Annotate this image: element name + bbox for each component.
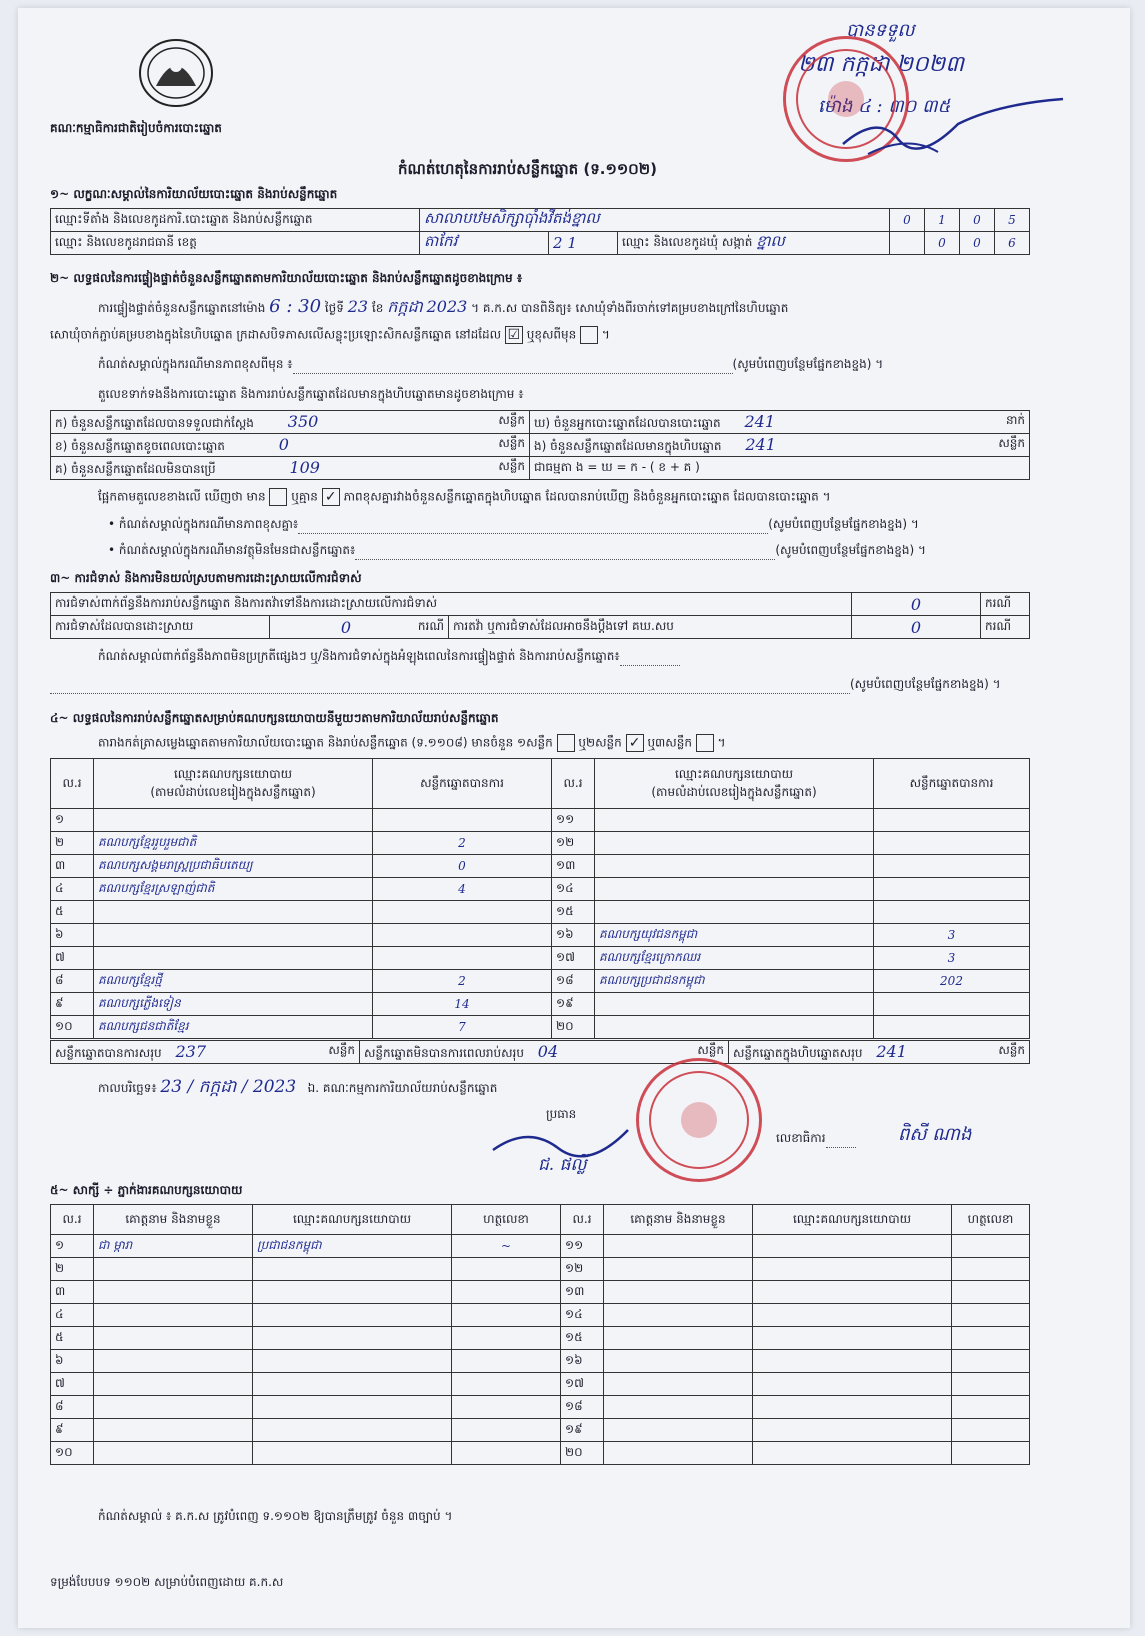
- appeal-label: ការតវ៉ា ឬការជំទាស់ដែលអាចនឹងប្តឹងទៅ គឃ.សប: [449, 616, 852, 639]
- resolved-label: ការជំទាស់ដែលបានដោះស្រាយ: [51, 616, 270, 639]
- row-number: ១៨: [561, 1396, 604, 1419]
- witness-signature: [452, 1327, 561, 1350]
- row-number: ៣: [51, 1281, 94, 1304]
- location-code-digit: 0: [890, 209, 925, 232]
- row-number: ១៥: [552, 901, 595, 924]
- col-name: គោត្តនាម និងនាមខ្លួន: [604, 1205, 753, 1235]
- witness-party: [753, 1258, 952, 1281]
- witness-name: [94, 1350, 253, 1373]
- appeal-value: 0: [852, 616, 981, 639]
- irregularity-note: កំណត់សម្គាល់ពាក់ព័ន្ធនឹងភាពមិនប្រក្រតីផ្សេងៗ ឬ/និងការជំទាស់ក្នុងអំឡុងពេលនៃការផ្ទៀងផ្ទាត់ និងការរាប់សន្លឹកឆ្នោត៖: [98, 648, 680, 666]
- witness-name: [94, 1281, 253, 1304]
- row-number: ១៦: [552, 924, 595, 947]
- irregularity-fill: (សូមបំពេញបន្ថែមផ្នែកខាងខ្នង) ។: [50, 676, 1001, 694]
- party-name: [94, 901, 373, 924]
- vote-count: 3: [874, 924, 1030, 947]
- witness-name: [604, 1327, 753, 1350]
- province-value: តាកែវ: [420, 232, 549, 255]
- party-name: [595, 809, 874, 832]
- witness-name: [94, 1419, 253, 1442]
- box-ballots-row: ង) ចំនួនសន្លឹកឆ្នោតដែលមានក្នុងហិបឆ្នោត 241 សន្លឹក: [530, 434, 1030, 457]
- form-sheet: [18, 8, 1130, 1628]
- chair-name: ជ. ផល្លី: [538, 1155, 587, 1175]
- row-number: ៨: [51, 1396, 94, 1419]
- table-row: [51, 970, 1030, 993]
- total-box-cell: សន្លឹកឆ្នោតក្នុងហិបឆ្នោតសរុប 241 សន្លឹក: [729, 1041, 1030, 1064]
- party-name: [94, 809, 373, 832]
- section-3-heading: ៣~ ការជំទាស់ និងការមិនយល់ស្របតាមការដោះស្រាយលើការជំទាស់: [50, 571, 362, 585]
- location-code-digit: 5: [995, 209, 1030, 232]
- witness-party: [753, 1281, 952, 1304]
- row-number: ៧: [51, 1373, 94, 1396]
- total-invalid-cell: សន្លឹកឆ្នោតមិនបានការពេលរាប់សរុប 04 សន្លឹក: [360, 1041, 729, 1064]
- row-number: ១៦: [561, 1350, 604, 1373]
- vote-count: 2: [373, 832, 552, 855]
- witness-signature: [952, 1304, 1030, 1327]
- row-number: ៤: [51, 1304, 94, 1327]
- verify-line-1: ការផ្ទៀងផ្ទាត់ចំនួនសន្លឹកឆ្នោតនៅម៉ោង 6 : 30 ថ្ងៃទី 23 ខែ កក្កដា 2023 ។ គ.ក.ស បានពិនិត្យ៖ សោឃុំទាំងពីរចាក់ទៅគម្របខាងក្រៅនៃហិបឆ្នោត: [98, 296, 789, 317]
- witness-name: [604, 1235, 753, 1258]
- party-name: [595, 901, 874, 924]
- secretary-label: លេខាធិការ: [776, 1130, 856, 1148]
- row-number: ២០: [561, 1442, 604, 1465]
- witness-name: [604, 1373, 753, 1396]
- witness-party: [253, 1396, 452, 1419]
- witness-party: [253, 1373, 452, 1396]
- vote-count: 202: [874, 970, 1030, 993]
- table-row: [51, 1327, 1030, 1350]
- row-number: ២០: [552, 1016, 595, 1039]
- official-stamp-bottom: [636, 1058, 762, 1182]
- location-label: ឈ្មោះទីតាំង និងលេខកូដការិ.បោះឆ្នោត និងរាប់សន្លឹកឆ្នោត: [51, 209, 420, 232]
- witness-name: [604, 1258, 753, 1281]
- witness-party: [753, 1442, 952, 1465]
- witness-name: [604, 1396, 753, 1419]
- nec-emblem-icon: [136, 36, 216, 110]
- chair-label: ប្រធាន: [546, 1107, 577, 1121]
- row-number: ១៤: [552, 878, 595, 901]
- party-name: គណបក្សសង្គមរាស្ត្រប្រជាធិបតេយ្យ: [94, 855, 373, 878]
- witness-party: [253, 1281, 452, 1304]
- table-row: [51, 1396, 1030, 1419]
- table-row: [51, 1281, 1030, 1304]
- three-sheets-checkbox[interactable]: [696, 734, 714, 752]
- total-valid-cell: សន្លឹកឆ្នោតបានការសរុប 237 សន្លឹក: [51, 1041, 360, 1064]
- col-votes: សន្លឹកឆ្នោតបានការ: [373, 759, 552, 809]
- commune-code-digit: 6: [995, 232, 1030, 255]
- witness-party: [753, 1327, 952, 1350]
- two-sheets-checkbox[interactable]: ✓: [626, 734, 644, 752]
- witness-signature: [952, 1258, 1030, 1281]
- verify-line-2: សោឃុំចាក់ភ្ជាប់គម្របខាងក្នុងនៃហិបឆ្នោត ក្រដាសបិទភាសលើសន្លុះប្រឡោះសិកសន្លឹកឆ្នោត នៅដដែល ☑ ឬខុសពីមុន ។: [50, 327, 610, 343]
- witness-party: [753, 1373, 952, 1396]
- changed-checkbox[interactable]: [580, 326, 598, 344]
- difference-line: ផ្អែកតាមតួលេខខាងលើ ឃើញថា មាន ឬគ្មាន ✓ ភាពខុសគ្នារវាងចំនួនសន្លឹកឆ្នោតក្នុងហិបឆ្នោត ដែលបានរាប់ឃើញ និងចំនួនអ្នកបោះឆ្នោត ដែលបានបោះឆ្នោត ។: [98, 489, 831, 505]
- location-table: [50, 208, 1030, 255]
- witness-party: [753, 1304, 952, 1327]
- org-name: គណៈកម្មាធិការជាតិរៀបចំការបោះឆ្នោត: [50, 121, 222, 135]
- row-number: ៦: [51, 1350, 94, 1373]
- row-number: ១១: [552, 809, 595, 832]
- no-difference-checkbox[interactable]: ✓: [322, 488, 340, 506]
- witness-signature: [452, 1258, 561, 1281]
- complaints-value: 0: [852, 593, 981, 616]
- total-box-value: 241: [876, 1041, 907, 1061]
- section-1-heading: ១~ លក្ខណៈសម្គាល់នៃការិយាល័យបោះឆ្នោត និងរាប់សន្លឹកឆ្នោត: [50, 187, 338, 201]
- form-footnote: កំណត់សម្គាល់ ៖ គ.ក.ស ត្រូវបំពេញ ទ.១១០២ ឱ្យបានត្រឹមត្រូវ ចំនួន ៣ច្បាប់ ។: [98, 1509, 453, 1523]
- witness-party: [753, 1350, 952, 1373]
- section-2-heading: ២~ លទ្ធផលនៃការផ្ទៀងផ្ទាត់ចំនួនសន្លឹកឆ្នោតតាមការិយាល័យបោះឆ្នោត និងរាប់សន្លឹកឆ្នោតដូចខាងក្រោម ៖: [50, 271, 523, 285]
- col-no: ល.រ: [51, 1205, 94, 1235]
- table-row: [51, 1235, 1030, 1258]
- witness-party: [253, 1442, 452, 1465]
- row-number: ៥: [51, 1327, 94, 1350]
- witness-signature: [952, 1442, 1030, 1465]
- location-value: សាលាបឋមសិក្សាប៉ាំងវីតង់ខ្នាល: [420, 209, 890, 232]
- row-number: ១១: [561, 1235, 604, 1258]
- witness-name: [94, 1327, 253, 1350]
- note-changed: កំណត់សម្គាល់ក្នុងករណីមានភាពខុសពីមុន ៖ (សូមបំពេញបន្ថែមផ្នែកខាងខ្នង) ។: [98, 356, 883, 374]
- resolved-value: 0 ករណី: [270, 616, 449, 639]
- one-sheet-checkbox[interactable]: [557, 734, 575, 752]
- row-number: ១៧: [552, 947, 595, 970]
- party-name: [94, 924, 373, 947]
- table-row: [51, 855, 1030, 878]
- row-number: ៩: [51, 1419, 94, 1442]
- verify-day: 23: [347, 297, 369, 316]
- total-invalid-value: 04: [537, 1041, 559, 1061]
- tally-sheets-line: តារាងកត់ត្រាសម្លេងឆ្នោតតាមការិយាល័យបោះឆ្នោត និងរាប់សន្លឹកឆ្នោត (ទ.១១០៨) មានចំនួន ១សន្លឹក ឬ២សន្លឹក ✓ ឬ៣សន្លឹក ។: [98, 735, 726, 751]
- col-party: ឈ្មោះគណបក្សនយោបាយ (តាមលំដាប់លេខរៀងក្នុងសន្លឹកឆ្នោត): [595, 759, 874, 809]
- table-row: [51, 1442, 1030, 1465]
- col-votes: សន្លឹកឆ្នោតបានការ: [874, 759, 1030, 809]
- row-number: ២: [51, 1258, 94, 1281]
- witness-party: [253, 1350, 452, 1373]
- witness-signature: [452, 1442, 561, 1465]
- row-number: ៧: [51, 947, 94, 970]
- row-number: ១៣: [561, 1281, 604, 1304]
- vote-count: 3: [874, 947, 1030, 970]
- witness-signature: [452, 1396, 561, 1419]
- col-party: ឈ្មោះគណបក្សនយោបាយ: [253, 1205, 452, 1235]
- table-row: [51, 993, 1030, 1016]
- witness-name: [94, 1373, 253, 1396]
- witness-name: [604, 1350, 753, 1373]
- ballot-figures-table: [50, 410, 1030, 480]
- signature-top: [838, 94, 1068, 164]
- party-name: [94, 947, 373, 970]
- witness-party: [253, 1258, 452, 1281]
- col-party: ឈ្មោះគណបក្សនយោបាយ (តាមលំដាប់លេខរៀងក្នុងសន្លឹកឆ្នោត): [94, 759, 373, 809]
- party-name: គណបក្សយុវជនកម្ពុជា: [595, 924, 874, 947]
- witness-name: [94, 1258, 253, 1281]
- unused-ballots-row: គ) ចំនួនសន្លឹកឆ្នោតដែលមិនបានប្រើ 109 សន្លឹក: [51, 457, 530, 480]
- vote-count: [373, 947, 552, 970]
- witness-signature: [952, 1396, 1030, 1419]
- received-time: ម៉ោង ៤ : ៣០ ៣៥: [818, 96, 951, 117]
- commune-cell: ឈ្មោះ និងលេខកូដឃុំ សង្កាត់ ខ្នាល: [618, 232, 890, 255]
- witness-name: ជា ម្ការា: [94, 1235, 253, 1258]
- row-number: ១២: [552, 832, 595, 855]
- note-foreign-object: • កំណត់សម្គាល់ក្នុងករណីមានវត្ថុមិនមែនជាសន្លឹកឆ្នោត៖ (សូមបំពេញបន្ថែមផ្នែកខាងខ្នង) ។: [108, 542, 926, 560]
- witness-signature: [452, 1419, 561, 1442]
- witness-name: [604, 1419, 753, 1442]
- location-code-digit: 1: [925, 209, 960, 232]
- page-title: កំណត់ហេតុនៃការរាប់សន្លឹកឆ្នោត (ទ.១១០២): [398, 160, 658, 178]
- party-name: [595, 1016, 874, 1039]
- row-number: ១៣: [552, 855, 595, 878]
- date-value: 23 / កក្កដា / 2023: [160, 1077, 297, 1097]
- row-number: ២: [51, 832, 94, 855]
- witness-signature: [952, 1281, 1030, 1304]
- witness-party: [253, 1327, 452, 1350]
- witness-party: [253, 1304, 452, 1327]
- table-row: [51, 878, 1030, 901]
- col-no: ល.រ: [561, 1205, 604, 1235]
- witness-name: [94, 1442, 253, 1465]
- witness-party: [753, 1235, 952, 1258]
- col-no: ល.រ: [552, 759, 595, 809]
- party-name: [595, 878, 874, 901]
- party-name: គណបក្សខ្មែរស្រឡាញ់ជាតិ: [94, 878, 373, 901]
- witness-signature: [952, 1327, 1030, 1350]
- witness-signature: [452, 1304, 561, 1327]
- voters-row: ឃ) ចំនួនអ្នកបោះឆ្នោតដែលបានបោះឆ្នោត 241 នាក់: [530, 411, 1030, 434]
- party-name: [595, 832, 874, 855]
- witness-signature: [952, 1373, 1030, 1396]
- table-row: [51, 924, 1030, 947]
- row-number: ៣: [51, 855, 94, 878]
- form-footer: ទម្រង់បែបបទ ១១០២ សម្រាប់បំពេញដោយ គ.ក.ស: [50, 1575, 284, 1589]
- secretary-name: ពិសី ណាង: [898, 1124, 972, 1145]
- table-row: [51, 1016, 1030, 1039]
- witness-party: [753, 1396, 952, 1419]
- province-label: ឈ្មោះ និងលេខកូដរាជធានី ខេត្ត: [51, 232, 420, 255]
- row-number: ១២: [561, 1258, 604, 1281]
- row-number: ១០: [51, 1442, 94, 1465]
- row-number: ៤: [51, 878, 94, 901]
- verify-year: 2023: [426, 297, 468, 316]
- totals-table: [50, 1040, 1030, 1064]
- commune-code-digit: 0: [925, 232, 960, 255]
- unchanged-checkbox[interactable]: ☑: [505, 326, 523, 344]
- party-name: [595, 855, 874, 878]
- witness-signature: [452, 1373, 561, 1396]
- witness-signature: [452, 1281, 561, 1304]
- row-number: ១: [51, 1235, 94, 1258]
- vote-count: [874, 855, 1030, 878]
- received-date: ២៣ កក្កដា ២០២៣: [798, 52, 964, 77]
- province-code: 2 1: [549, 232, 618, 255]
- results-table: [50, 758, 1030, 1039]
- voters-value: 241: [744, 411, 775, 431]
- party-name: គណបក្សខ្មែរក្រោកឈរ: [595, 947, 874, 970]
- party-name: គណបក្សជនជាតិខ្មែរ: [94, 1016, 373, 1039]
- has-difference-checkbox[interactable]: [269, 488, 287, 506]
- verify-time: 6 : 30: [269, 296, 322, 317]
- vote-count: 2: [373, 970, 552, 993]
- witness-signature: [952, 1419, 1030, 1442]
- party-name: គណបក្សខ្មែរថ្មី: [94, 970, 373, 993]
- witness-signature: [452, 1350, 561, 1373]
- vote-count: [874, 901, 1030, 924]
- row-number: ៦: [51, 924, 94, 947]
- row-number: ១៨: [552, 970, 595, 993]
- vote-count: [874, 1016, 1030, 1039]
- table-row: [51, 1304, 1030, 1327]
- witness-table: [50, 1204, 1030, 1465]
- formula: ជាធម្មតា ង = ឃ = ក - ( ខ + គ ): [530, 457, 1030, 480]
- party-name: គណបក្សភ្លើងទៀន: [94, 993, 373, 1016]
- received-ballots-value: 350: [287, 411, 319, 431]
- col-no: ល.រ: [51, 759, 94, 809]
- party-name: គណបក្សប្រជាជនកម្ពុជា: [595, 970, 874, 993]
- figures-intro: តួលេខទាក់ទងនឹងការបោះឆ្នោត និងការរាប់សន្លឹកឆ្នោតដែលមានក្នុងហិបឆ្នោតមានដូចខាងក្រោម ៖: [98, 387, 524, 401]
- complaints-label: ការជំទាស់ពាក់ព័ន្ធនឹងការរាប់សន្លឹកឆ្នោត និងការតវ៉ាទៅនឹងការដោះស្រាយលើការជំទាស់: [51, 593, 852, 616]
- section-4-heading: ៤~ លទ្ធផលនៃការរាប់សន្លឹកឆ្នោតសម្រាប់គណបក្សនយោបាយនីមួយៗតាមការិយាល័យរាប់សន្លឹកឆ្នោត: [50, 711, 499, 725]
- total-valid-value: 237: [175, 1041, 207, 1061]
- vote-count: [874, 993, 1030, 1016]
- party-name: [595, 993, 874, 1016]
- witness-name: [604, 1304, 753, 1327]
- received-ballots-row: ក) ចំនួនសន្លឹកឆ្នោតដែលបានទទួលជាក់ស្តែង 350 សន្លឹក: [51, 411, 530, 434]
- table-row: [51, 1373, 1030, 1396]
- vote-count: [373, 809, 552, 832]
- row-number: ១០: [51, 1016, 94, 1039]
- section-5-heading: ៥~ សាក្សី ÷ ភ្នាក់ងារគណបក្សនយោបាយ: [50, 1183, 243, 1197]
- row-number: ៨: [51, 970, 94, 993]
- vote-count: [874, 832, 1030, 855]
- witness-signature: [952, 1350, 1030, 1373]
- witness-name: [604, 1442, 753, 1465]
- vote-count: 0: [373, 855, 552, 878]
- spoiled-ballots-row: ខ) ចំនួនសន្លឹកឆ្នោតខូចពេលបោះឆ្នោត 0 សន្លឹក: [51, 434, 530, 457]
- vote-count: [874, 809, 1030, 832]
- witness-name: [94, 1304, 253, 1327]
- row-number: ១៤: [561, 1304, 604, 1327]
- witness-party: [753, 1419, 952, 1442]
- witness-signature: ~: [452, 1235, 561, 1258]
- vote-count: [874, 878, 1030, 901]
- verify-month: កក្កដា: [387, 297, 423, 316]
- table-row: [51, 1419, 1030, 1442]
- vote-count: [373, 924, 552, 947]
- complaints-table: ការជំទាស់ពាក់ព័ន្ធនឹងការរាប់សន្លឹកឆ្នោត និងការតវ៉ាទៅនឹងការដោះស្រាយលើការជំទាស់ 0 ករណី ការជំទាស់ដែលបានដោះស្រាយ 0 ករណី ការតវ៉ា ឬការជំទាស់ដែលអាចនឹងប្តឹងទៅ គឃ.សប 0 ករណី: [50, 592, 1030, 639]
- vote-count: [373, 901, 552, 924]
- location-code-digit: 0: [960, 209, 995, 232]
- commune-code-digit: 0: [960, 232, 995, 255]
- box-ballots-value: 241: [745, 434, 776, 454]
- commune-value: ខ្នាល: [756, 232, 785, 250]
- row-number: ១: [51, 809, 94, 832]
- row-number: ៥: [51, 901, 94, 924]
- col-name: គោត្តនាម និងនាមខ្លួន: [94, 1205, 253, 1235]
- spoiled-ballots-value: 0: [278, 434, 289, 454]
- col-sign: ហត្ថលេខា: [952, 1205, 1030, 1235]
- col-sign: ហត្ថលេខា: [452, 1205, 561, 1235]
- row-number: ១៩: [561, 1419, 604, 1442]
- table-row: [51, 809, 1030, 832]
- row-number: ១៧: [561, 1373, 604, 1396]
- table-row: [51, 947, 1030, 970]
- vote-count: 7: [373, 1016, 552, 1039]
- received-label: បានទទួល: [846, 20, 915, 41]
- witness-name: [604, 1281, 753, 1304]
- row-number: ៩: [51, 993, 94, 1016]
- witness-name: [94, 1396, 253, 1419]
- vote-count: 4: [373, 878, 552, 901]
- witness-signature: [952, 1235, 1030, 1258]
- table-row: [51, 1350, 1030, 1373]
- note-difference: • កំណត់សម្គាល់ក្នុងករណីមានភាពខុសគ្នា៖ (សូមបំពេញបន្ថែមផ្នែកខាងខ្នង) ។: [108, 516, 919, 534]
- party-name: គណបក្សខ្មែររួបរួមជាតិ: [94, 832, 373, 855]
- table-row: [51, 901, 1030, 924]
- row-number: ១៩: [552, 993, 595, 1016]
- witness-party: ប្រជាជនកម្ពុជា: [253, 1235, 452, 1258]
- date-line: កាលបរិច្ឆេទ៖ 23 / កក្កដា / 2023 ឯ. គណៈកម្មការការិយាល័យរាប់សន្លឹកឆ្នោត: [98, 1077, 498, 1097]
- vote-count: 14: [373, 993, 552, 1016]
- witness-party: [253, 1419, 452, 1442]
- table-row: [51, 832, 1030, 855]
- unused-ballots-value: 109: [289, 457, 320, 477]
- row-number: ១៥: [561, 1327, 604, 1350]
- col-party: ឈ្មោះគណបក្សនយោបាយ: [753, 1205, 952, 1235]
- table-row: [51, 1258, 1030, 1281]
